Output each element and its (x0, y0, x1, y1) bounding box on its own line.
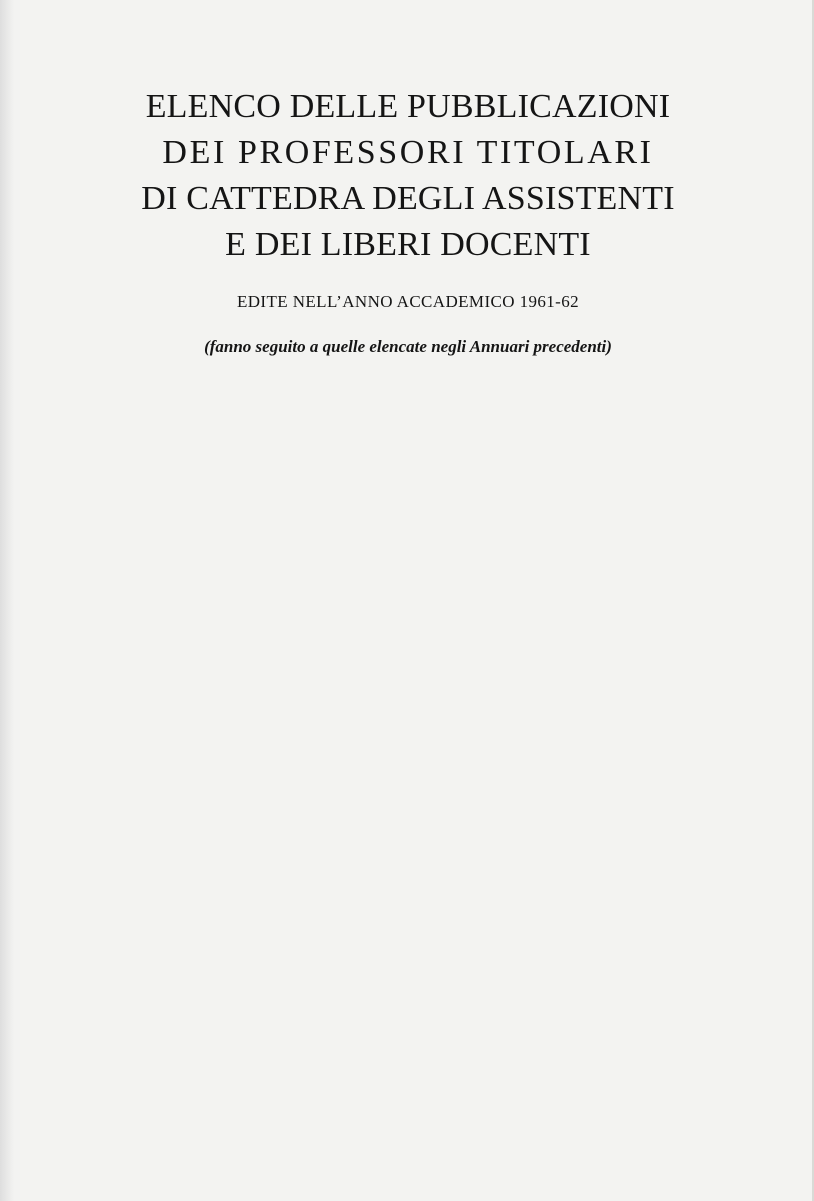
title-line-2: DEI PROFESSORI TITOLARI (162, 134, 654, 171)
title-line-1: ELENCO DELLE PUBBLICAZIONI (145, 88, 671, 125)
academic-year-subtitle: EDITE NELL’ANNO ACCADEMICO 1961-62 (236, 292, 580, 311)
title-block (108, 84, 708, 357)
title-line-4: E DEI LIBERI DOCENTI (225, 226, 591, 263)
title-line-3: DI CATTEDRA DEGLI ASSISTENTI (141, 180, 675, 217)
page-edge-shadow (0, 0, 14, 1201)
continuation-note: (fanno seguito a quelle elencate negli Annuari precedenti) (204, 337, 612, 356)
